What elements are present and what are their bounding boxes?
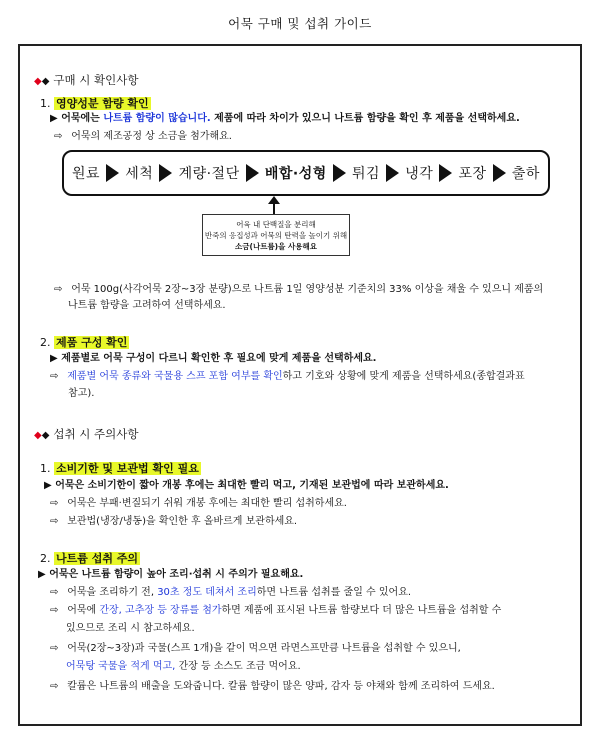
play-bullet-icon: ▶	[44, 480, 52, 491]
flow-step: 출하	[511, 166, 540, 182]
sodium-line-2	[50, 586, 411, 600]
arrow-right-icon: ⇨	[50, 516, 59, 527]
arrow-right-icon: ⇨	[54, 131, 63, 142]
item-number: 1.	[40, 97, 51, 110]
page-title: 어묵 구매 및 섭취 가이드	[228, 16, 372, 31]
chevron-right-icon	[333, 164, 346, 182]
red-diamond-icon: ◆	[34, 430, 42, 441]
black-diamond-icon: ◆	[41, 76, 50, 87]
play-bullet-icon: ▶	[50, 353, 58, 364]
nutrition-line-2	[54, 130, 232, 144]
section-purchase-label: 구매 시 확인사항	[53, 73, 139, 87]
sodium-line-5	[50, 680, 495, 694]
text: 어묵을 조리하기 전,	[67, 587, 158, 598]
text: 나트륨 함량을 고려하여 선택하세요.	[68, 300, 226, 311]
nutrition-line-3	[54, 283, 543, 297]
text: 하고 기호와 상황에 맞게 제품을 선택하세요(종합결과표	[282, 371, 525, 382]
chevron-right-icon	[386, 164, 399, 182]
highlighted-heading: 소비기한 및 보관법 확인 필요	[56, 462, 199, 475]
storage-line-2	[50, 497, 347, 511]
black-diamond-icon: ◆	[41, 430, 50, 441]
text: 보관법(냉장/냉동)을 확인한 후 올바르게 보관하세요.	[67, 516, 298, 527]
composition-line-2	[50, 370, 525, 384]
arrow-right-icon: ⇨	[50, 681, 59, 692]
flow-step-highlighted: 배합·성형	[264, 166, 327, 182]
storage-line-3	[50, 515, 297, 529]
process-flow-diagram	[62, 150, 550, 196]
section-intake-label: 섭취 시 주의사항	[53, 427, 139, 441]
text: 어묵에는	[61, 113, 104, 124]
text: 어묵은 소비기한이 짧아 개봉 후에는 최대한 빨리 먹고, 기재된 보관법에 따라 보관하세요.	[55, 480, 449, 491]
item-nutrition-heading	[40, 95, 151, 111]
highlighted-heading: 영양성분 함량 확인	[56, 97, 149, 110]
composition-line-2b	[68, 387, 94, 401]
text: 칼륨은 나트륨의 배출을 도와줍니다. 칼륨 함량이 많은 양파, 감자 등 야채와 함께 조리하여 드세요.	[67, 681, 495, 692]
sodium-line-3b	[66, 622, 195, 636]
section-intake-heading	[34, 426, 138, 442]
flow-step: 냉각	[405, 166, 434, 182]
highlighted-heading: 제품 구성 확인	[56, 336, 128, 349]
flow-step: 튀김	[351, 166, 381, 182]
item-sodium-heading	[40, 550, 140, 566]
process-note-box	[202, 214, 350, 256]
emphasis-text: 제품별 어묵 종류와 국물용 스프 포함 여부를 확인	[67, 371, 283, 382]
text: 어묵(2장~3장)과 국물(스프 1개)을 같이 먹으면 라면스프만큼 나트륨을 섭취할 수 있으니,	[67, 643, 461, 654]
item-number: 2.	[40, 336, 51, 349]
nutrition-line-3b	[68, 299, 226, 313]
arrow-right-icon: ⇨	[50, 587, 59, 598]
chevron-right-icon	[106, 164, 119, 182]
emphasis-text: 30초 정도 데쳐서 조리	[157, 587, 257, 598]
section-purchase-heading	[34, 72, 138, 88]
chevron-right-icon	[439, 164, 452, 182]
item-composition-heading	[40, 334, 129, 350]
sodium-line-4b	[66, 660, 301, 674]
text: 어묵은 나트륨 함량이 높아 조리·섭취 시 주의가 필요해요.	[49, 569, 304, 580]
note-text: 반죽의 응집성과 어묵의 탄력을 높이기 위해	[204, 231, 348, 240]
highlighted-heading: 나트륨 섭취 주의	[56, 552, 139, 565]
arrow-right-icon: ⇨	[50, 498, 59, 509]
sodium-line-3	[50, 604, 501, 618]
flow-step: 원료	[72, 166, 101, 182]
emphasis-text: 나트륨 함량이 많습니다.	[103, 113, 211, 124]
flow-step: 계량·절단	[178, 166, 240, 182]
text: 어묵은 부패·변질되기 쉬워 개봉 후에는 최대한 빨리 섭취하세요.	[67, 498, 347, 509]
sodium-line-4	[50, 642, 461, 656]
emphasis-text: 간장, 고추장 등 장류를 첨가	[99, 605, 222, 616]
arrow-stem	[273, 202, 275, 214]
flow-step: 포장	[458, 166, 487, 182]
text: 하면 제품에 표시된 나트륨 함량보다 더 많은 나트륨을 섭취할 수	[221, 605, 502, 616]
text: 어묵의 제조공정 상 소금을 첨가해요.	[71, 131, 232, 142]
item-number: 2.	[40, 552, 51, 565]
play-bullet-icon: ▶	[50, 113, 58, 124]
nutrition-line-1	[50, 112, 520, 126]
note-text: 어육 내 단백질을 분리해	[236, 220, 316, 229]
chevron-right-icon	[246, 164, 259, 182]
arrow-right-icon: ⇨	[50, 643, 59, 654]
storage-line-1	[44, 479, 449, 493]
chevron-right-icon	[493, 164, 506, 182]
composition-line-1	[50, 352, 376, 366]
text: 참고).	[68, 388, 95, 399]
text: 하면 나트륨 섭취를 줄일 수 있어요.	[256, 587, 412, 598]
red-diamond-icon: ◆	[34, 76, 42, 87]
arrow-right-icon: ⇨	[50, 371, 59, 382]
note-text: 소금(나트륨)을 사용해요	[235, 242, 317, 251]
arrow-right-icon: ⇨	[50, 605, 59, 616]
text: 제품별로 어묵 구성이 다르니 확인한 후 필요에 맞게 제품을 선택하세요.	[61, 353, 377, 364]
play-bullet-icon: ▶	[38, 569, 46, 580]
text: 어묵에	[67, 605, 100, 616]
item-number: 1.	[40, 462, 51, 475]
text: 제품에 따라 차이가 있으니 나트륨 함량을 확인 후 제품을 선택하세요.	[210, 113, 520, 124]
chevron-right-icon	[159, 164, 172, 182]
item-storage-heading	[40, 460, 201, 476]
arrow-right-icon: ⇨	[54, 284, 63, 295]
emphasis-text: 어묵탕 국물을 적게 먹고,	[66, 661, 176, 672]
flow-step: 세척	[125, 166, 154, 182]
text: 어묵 100g(사각어묵 2장~3장 분량)으로 나트륨 1일 영양성분 기준치의 33% 이상을 채울 수 있으니 제품의	[71, 284, 544, 295]
text: 있으므로 조리 시 참고하세요.	[66, 623, 195, 634]
sodium-line-1	[38, 568, 303, 582]
text: 간장 등 소스도 조금 먹어요.	[175, 661, 301, 672]
